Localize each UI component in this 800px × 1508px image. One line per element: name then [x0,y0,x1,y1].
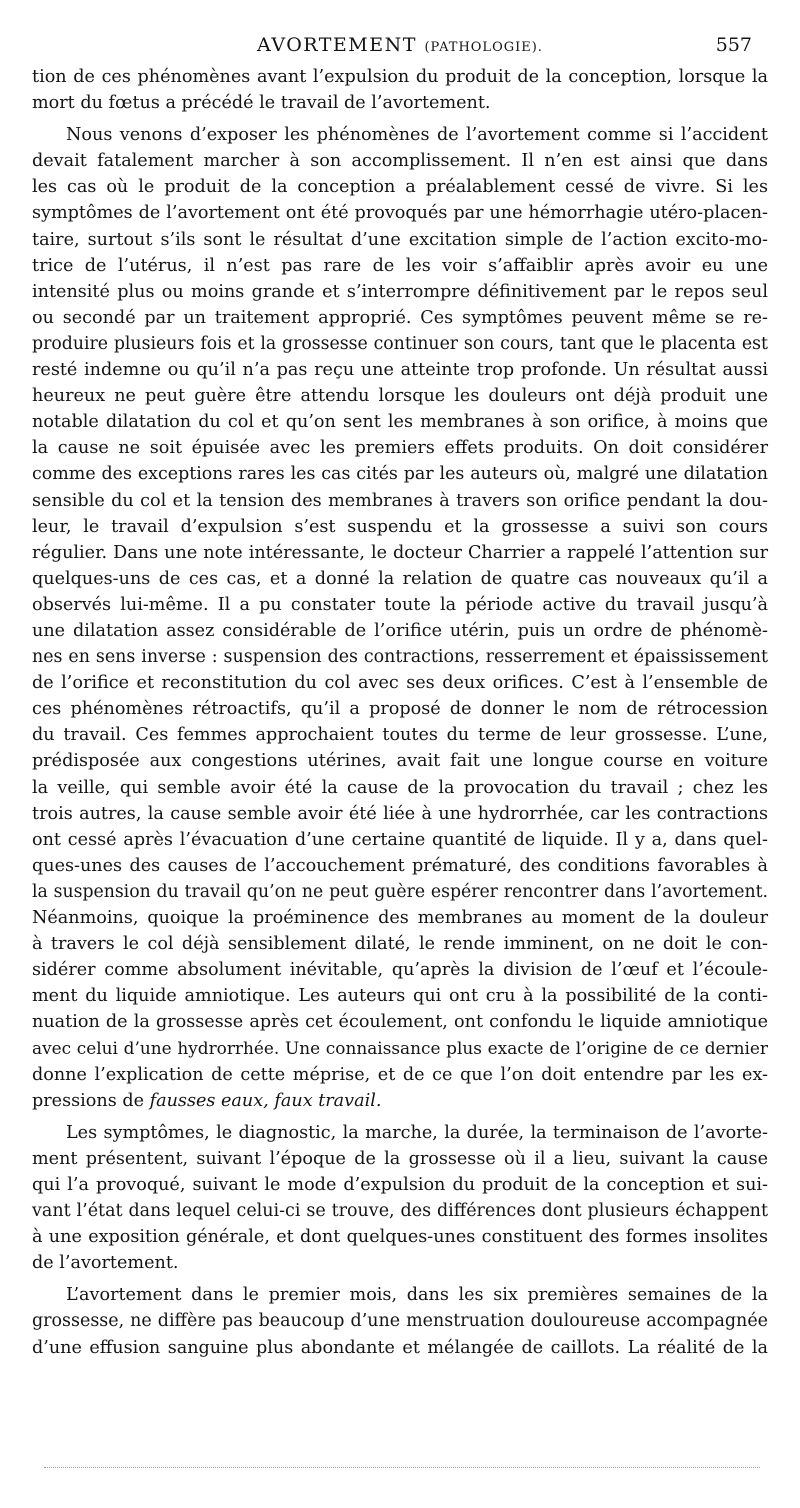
paragraph [32,1282,768,1360]
text-line: une dilatation assez considérable de l’orifice utérin, puis un ordre de phénomè- [32,620,768,641]
text-line: nes en sens inverse : suspension des contractions, resserrement et épaississement [32,647,768,668]
text-line: à une exposition générale, et dont quelques-unes constituent des formes insolites [32,1227,768,1248]
text-line: donne l’explication de cette méprise, et de ce que l’on doit entendre par les ex- [32,1064,768,1085]
text-line: leur, le travail d’expulsion s’est suspendu et la grossesse a suivi son cours [32,516,768,537]
text-line: la veille, qui semble avoir été la cause de la provocation du travail ; chez les [32,777,768,798]
text-line: tion de ces phénomènes avant l’expulsion du produit de la conception, lorsque la [32,67,768,87]
text-line: symptômes de l’avortement ont été provoqués par une hémorrhagie utéro-placen- [32,203,768,224]
text-line: resté indemne ou qu’il n’a pas reçu une atteinte trop profonde. Un résultat aussi [32,360,768,381]
paragraph [32,122,768,1114]
page-number: 557 [715,34,752,56]
text-line: trice de l’utérus, il n’est pas rare de les voir s’affaiblir après avoir eu une [32,255,768,276]
text-run: pressions de [32,1090,150,1111]
text-line: devait fatalement marcher à son accomplissement. Il n’en est ainsi que dans [32,151,768,172]
text-line: avec celui d’une hydrorrhée. Une connaissance plus exacte de l’origine de ce dernier [32,1038,768,1059]
paragraph [32,64,768,116]
paragraph [32,1120,768,1277]
text-line: sensible du col et la tension des membranes à travers son orifice pendant la dou- [32,490,768,511]
text-line: notable dilatation du col et qu’on sent les membranes à son orifice, à moins que [32,412,768,433]
text-line: Nous venons d’exposer les phénomènes de l’avortement comme si l’accident [66,125,768,146]
text-line: ou secondé par un traitement approprié. Ces symptômes peuvent même se re- [32,307,768,328]
text-line: grossesse, ne diffère pas beaucoup d’une menstruation douloureuse accompagnée [32,1311,768,1332]
header-title-main: AVORTEMENT [257,34,417,56]
text-line: ques-unes des causes de l’accouchement prématuré, des conditions favorables à [32,855,768,876]
text-line: taire, surtout s’ils sont le résultat d’une excitation simple de l’action excito-mo- [32,229,768,250]
text-line: régulier. Dans une note intéressante, le docteur Charrier a rappelé l’attention sur [32,542,768,563]
text-line: Néanmoins, quoique la proéminence des membranes au moment de la douleur [32,908,768,928]
text-line: comme des exceptions rares les cas cités par les auteurs où, malgré une dilatation [32,464,768,485]
text-line: heureux ne peut guère être attendu lorsque les douleurs ont déjà produit une [32,386,768,407]
text-line: d’une effusion sanguine plus abondante et mélangée de caillots. La réalité de la [32,1337,768,1358]
text-line: ment du liquide amniotique. Les auteurs qui ont cru à la possibilité de la conti- [32,986,768,1007]
text-line: L’avortement dans le premier mois, dans les six premières semaines de la [66,1285,768,1306]
text-line: à travers le col déjà sensiblement dilaté, le rende imminent, on ne doit le con- [32,934,768,955]
header-title-subtitle: (PATHOLOGIE). [424,40,543,55]
italic-text-run: fausses eaux, faux travail. [149,1090,382,1111]
text-line: nuation de la grossesse après cet écoulement, ont confondu le liquide amniotique [32,1012,768,1033]
text-line: la suspension du travail qu’on ne peut guère espérer rencontrer dans l’avortement. [32,881,768,902]
text-line: les cas où le produit de la conception a préalablement cessé de vivre. Si les [32,177,768,198]
text-line: intensité plus ou moins grande et s’interrompre définitivement par le repos seul [32,281,768,302]
running-head [32,30,768,60]
text-line: Les symptômes, le diagnostic, la marche, la durée, la terminaison de l’avorte- [66,1122,768,1143]
text-line: vant l’état dans lequel celui-ci se trouve, des différences dont plusieurs échappent [32,1201,768,1222]
text-line: ont cessé après l’évacuation d’une certaine quantité de liquide. Il y a, dans quel- [32,829,768,850]
text-line: trois autres, la cause semble avoir été liée à une hydrorrhée, car les contractions [32,803,768,824]
text-line: observés lui-même. Il a pu constater toute la période active du travail jusqu’à [32,594,768,615]
text-line: ces phénomènes rétroactifs, qu’il a proposé de donner le nom de rétrocession [32,699,768,720]
text-line: prédisposée aux congestions utérines, avait fait une longue course en voiture [32,751,768,772]
text-line [32,1088,768,1114]
text-line: sidérer comme absolument inévitable, qu’après la division de l’œuf et l’écoule- [32,960,768,981]
text-line: la cause ne soit épuisée avec les premiers effets produits. On doit considérer [32,438,768,459]
body-text [32,64,768,1361]
header-title [32,30,768,63]
text-line: produire plusieurs fois et la grossesse continuer son cours, tant que le placenta est [32,333,768,354]
footer-rule [44,1467,760,1468]
text-line: de l’avortement. [32,1253,179,1274]
text-line: quelques-uns de ces cas, et a donné la relation de quatre cas nouveaux qu’il a [32,568,768,589]
text-line: mort du fœtus a précédé le travail de l’avortement. [32,93,491,114]
text-line: de l’orifice et reconstitution du col avec ses deux orifices. C’est à l’ensemble de [32,673,768,694]
text-line: ment présentent, suivant l’époque de la grossesse où il a lieu, suivant la cause [32,1148,768,1169]
text-line: qui l’a provoqué, suivant le mode d’expulsion du produit de la conception et sui- [32,1174,768,1195]
text-line: du travail. Ces femmes approchaient toutes du terme de leur grossesse. L’une, [32,725,768,746]
